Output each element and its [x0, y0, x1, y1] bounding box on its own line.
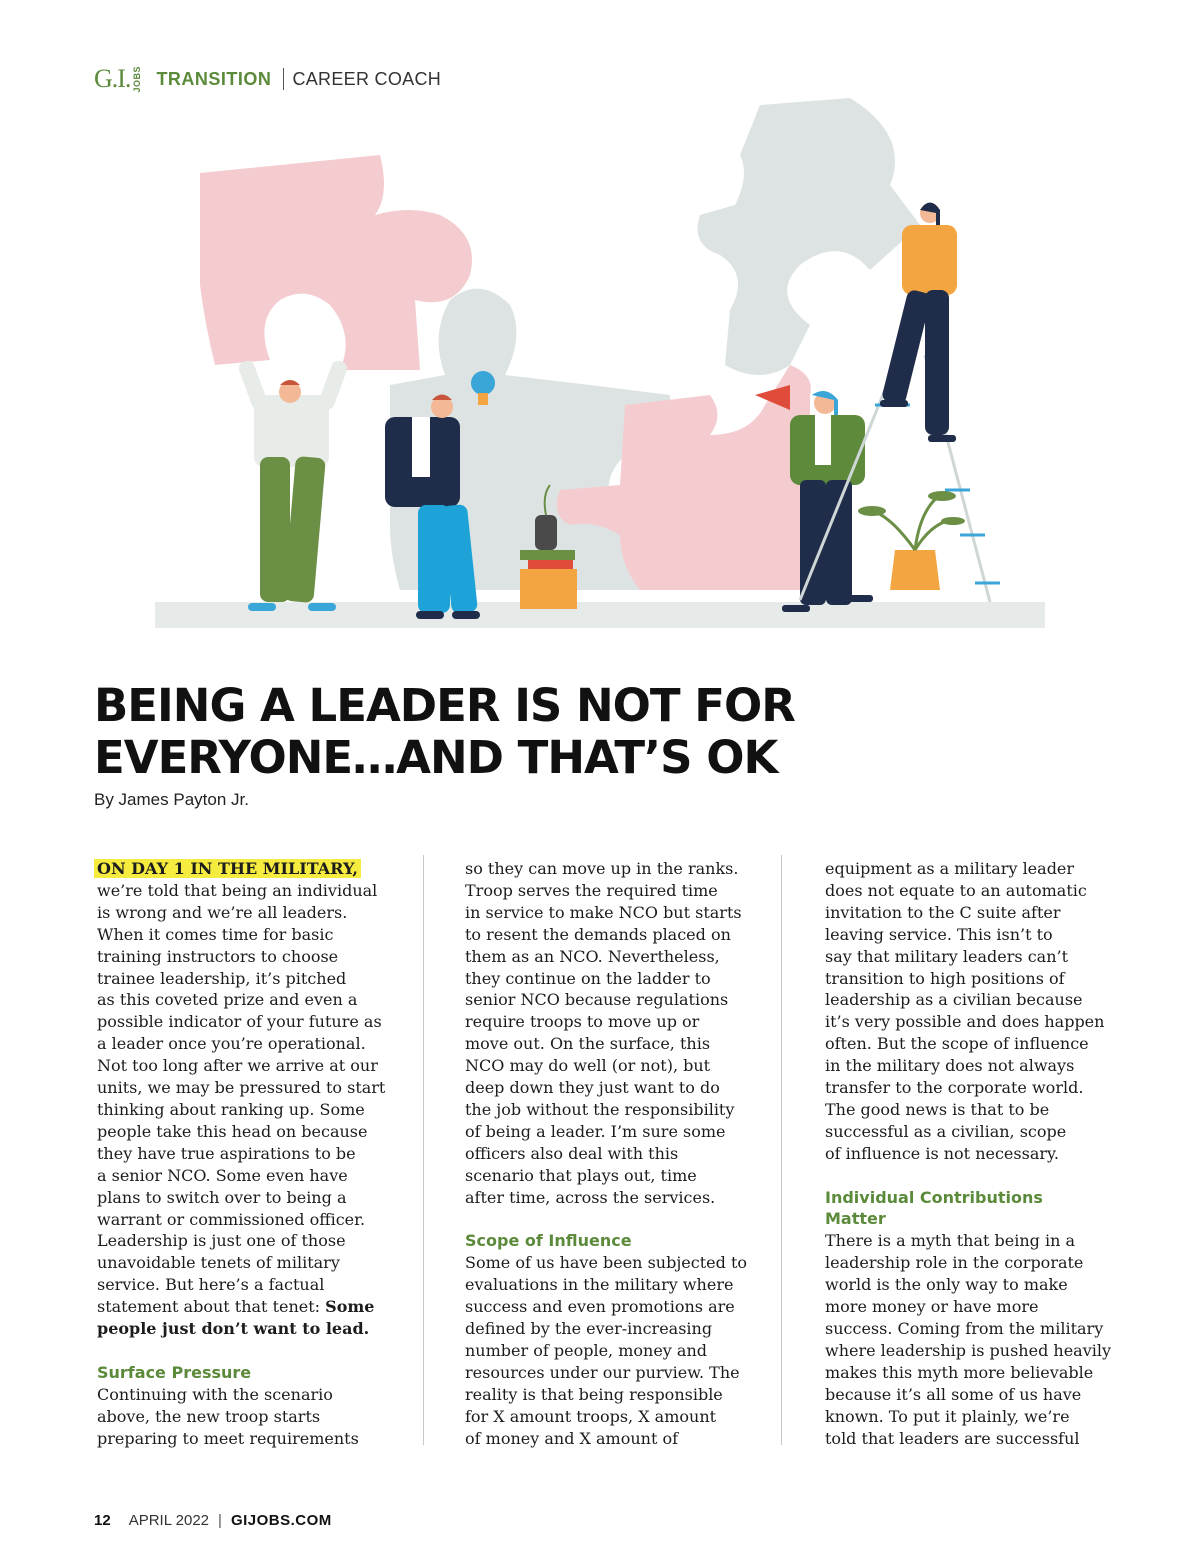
column-3-body [825, 858, 1115, 1165]
byline: By James Payton Jr. [94, 790, 249, 809]
title-line-2: EVERYONE…AND THAT’S OK [94, 731, 778, 784]
text-line: in the military does not always [825, 1056, 1075, 1076]
text-line: leaving service. This isn’t to [825, 924, 1053, 944]
page-number: 12 [94, 1512, 111, 1529]
text-line: number of people, money and [465, 1340, 707, 1360]
text-line: of influence is not necessary. [825, 1143, 1060, 1163]
article-title [94, 680, 1094, 784]
pink-puzzle-piece [200, 155, 472, 370]
text-line: reality is that being responsible [465, 1384, 723, 1404]
text-line: makes this myth more believable [825, 1362, 1094, 1382]
text-line: they have true aspirations to be [97, 1143, 356, 1163]
text-line: units, we may be pressured to start [97, 1078, 386, 1098]
text-line: people take this head on because [97, 1121, 368, 1141]
text-line: success. Coming from the military [825, 1319, 1104, 1339]
text-line: Troop serves the required time [465, 880, 718, 900]
text-line: is wrong and we’re all leaders. [97, 902, 348, 922]
text-line: told that leaders are successful [825, 1428, 1080, 1448]
text-line: unavoidable tenets of military [97, 1253, 340, 1273]
text-line: preparing to meet requirements [97, 1428, 359, 1448]
column-1-body-2 [97, 1384, 392, 1450]
text-line: a senior NCO. Some even have [97, 1165, 348, 1185]
text-line: move out. On the surface, this [465, 1034, 711, 1054]
text-line: training instructors to choose [97, 946, 339, 966]
text-line: so they can move up in the ranks. [465, 859, 739, 878]
website-link[interactable]: GIJOBS.COM [230, 1512, 332, 1529]
column-divider-2 [781, 855, 782, 1445]
column-divider-1 [423, 855, 424, 1445]
text-line: known. To put it plainly, we’re [825, 1406, 1070, 1426]
text-line: it’s very possible and does happen [825, 1012, 1105, 1032]
text-line: where leadership is pushed heavily [825, 1340, 1112, 1360]
text-line: require troops to move up or [465, 1012, 700, 1032]
text-line: they continue on the ladder to [465, 968, 711, 988]
article-column-1 [97, 858, 392, 1449]
text-line: a leader once you’re operational. [97, 1034, 366, 1054]
potted-plant [858, 491, 965, 590]
page-header [94, 62, 441, 96]
column-1-body [97, 880, 392, 1318]
text-line: world is the only way to make [825, 1275, 1068, 1295]
issue-date: APRIL 2022 [128, 1512, 210, 1529]
header-divider [283, 68, 284, 90]
column-2-body [465, 858, 760, 1209]
text-line: The good news is that to be [825, 1099, 1050, 1119]
text-line: Some of us have been subjected to [465, 1253, 748, 1273]
text-line: When it comes time for basic [97, 924, 334, 944]
grey-puzzle-piece [698, 98, 921, 375]
text-line: them as an NCO. Nevertheless, [465, 946, 720, 966]
lead-in-highlight: ON DAY 1 IN THE MILITARY, [94, 859, 361, 878]
text-line: service. But here’s a factual [97, 1275, 325, 1295]
article-column-2 [465, 858, 760, 1449]
text-line: of being a leader. I’m sure some [465, 1121, 726, 1141]
subheading-scope-of-influence: Scope of Influence [465, 1231, 632, 1251]
subheading-line-1: Individual Contributions [825, 1187, 1043, 1207]
column-2-body-2 [465, 1252, 760, 1449]
text-line: because it’s all some of us have [825, 1384, 1082, 1404]
text-line: Not too long after we arrive at our [97, 1056, 378, 1076]
text-line: transfer to the corporate world. [825, 1078, 1084, 1098]
bold-statement: people just don’t want to lead. [97, 1319, 370, 1339]
text-line: leadership role in the corporate [825, 1253, 1084, 1273]
text-line: does not equate to an automatic [825, 880, 1087, 900]
logo-main-text: G.I. [94, 64, 131, 93]
text-line: thinking about ranking up. Some [97, 1099, 365, 1119]
text-line: deep down they just want to do [465, 1078, 720, 1098]
text-line: evaluations in the military where [465, 1275, 734, 1295]
text-line: above, the new troop starts [97, 1406, 321, 1426]
text-line: warrant or commissioned officer. [97, 1209, 366, 1229]
text-line: scenario that plays out, time [465, 1165, 697, 1185]
text-line: successful as a civilian, scope [825, 1121, 1067, 1141]
text-line: possible indicator of your future as [97, 1012, 382, 1032]
floor-shape [155, 602, 1045, 628]
text-line: to resent the demands placed on [465, 924, 731, 944]
title-line-1: BEING A LEADER IS NOT FOR [94, 679, 795, 732]
text-line: senior NCO because regulations [465, 990, 729, 1010]
subheading-individual-contributions [825, 1187, 1115, 1231]
text-line: transition to high positions of [825, 968, 1065, 988]
bold-inline: Some [325, 1297, 375, 1317]
gijobs-logo [94, 62, 142, 96]
text-line: NCO may do well (or not), but [465, 1056, 711, 1076]
text-line: statement about that tenet: Some [97, 1297, 375, 1317]
text-line: defined by the ever-increasing [465, 1319, 713, 1339]
text-line: after time, across the services. [465, 1187, 716, 1207]
text-line: for X amount troops, X amount [465, 1406, 717, 1426]
article-column-3 [825, 858, 1115, 1449]
puzzle-illustration [150, 95, 1050, 635]
text-line: resources under our purview. The [465, 1362, 740, 1382]
text-line: invitation to the C suite after [825, 902, 1061, 922]
text-line: There is a myth that being in a [825, 1231, 1076, 1251]
logo-side-text: JOBS [132, 65, 143, 93]
person-lifting-puzzle [237, 359, 349, 611]
text-line: leadership as a civilian because [825, 990, 1083, 1010]
column-3-body-2 [825, 1230, 1115, 1449]
footer-divider: | [218, 1512, 222, 1529]
text-line: the job without the responsibility [465, 1099, 735, 1119]
subheading-surface-pressure: Surface Pressure [97, 1362, 252, 1382]
text-line: Continuing with the scenario [97, 1384, 333, 1404]
text-line: plans to switch over to being a [97, 1187, 347, 1207]
text-line: as this coveted prize and even a [97, 990, 358, 1010]
subheading-line-2: Matter [825, 1209, 886, 1229]
text-line: more money or have more [825, 1297, 1039, 1317]
text-line: say that military leaders can’t [825, 946, 1069, 966]
text-line: success and even promotions are [465, 1297, 735, 1317]
text-line: officers also deal with this [465, 1143, 679, 1163]
text-line: equipment as a military leader [825, 859, 1075, 878]
text-line: Leadership is just one of those [97, 1231, 346, 1251]
text-line: of money and X amount of [465, 1428, 679, 1448]
text-line: in service to make NCO but starts [465, 902, 742, 922]
text-line: trainee leadership, it’s pitched [97, 968, 347, 988]
subsection-label: CAREER COACH [292, 68, 442, 89]
text-line: often. But the scope of influence [825, 1034, 1089, 1054]
section-label: TRANSITION [156, 68, 272, 89]
page-footer [94, 1512, 332, 1529]
text-line: we’re told that being an individual [97, 880, 378, 900]
